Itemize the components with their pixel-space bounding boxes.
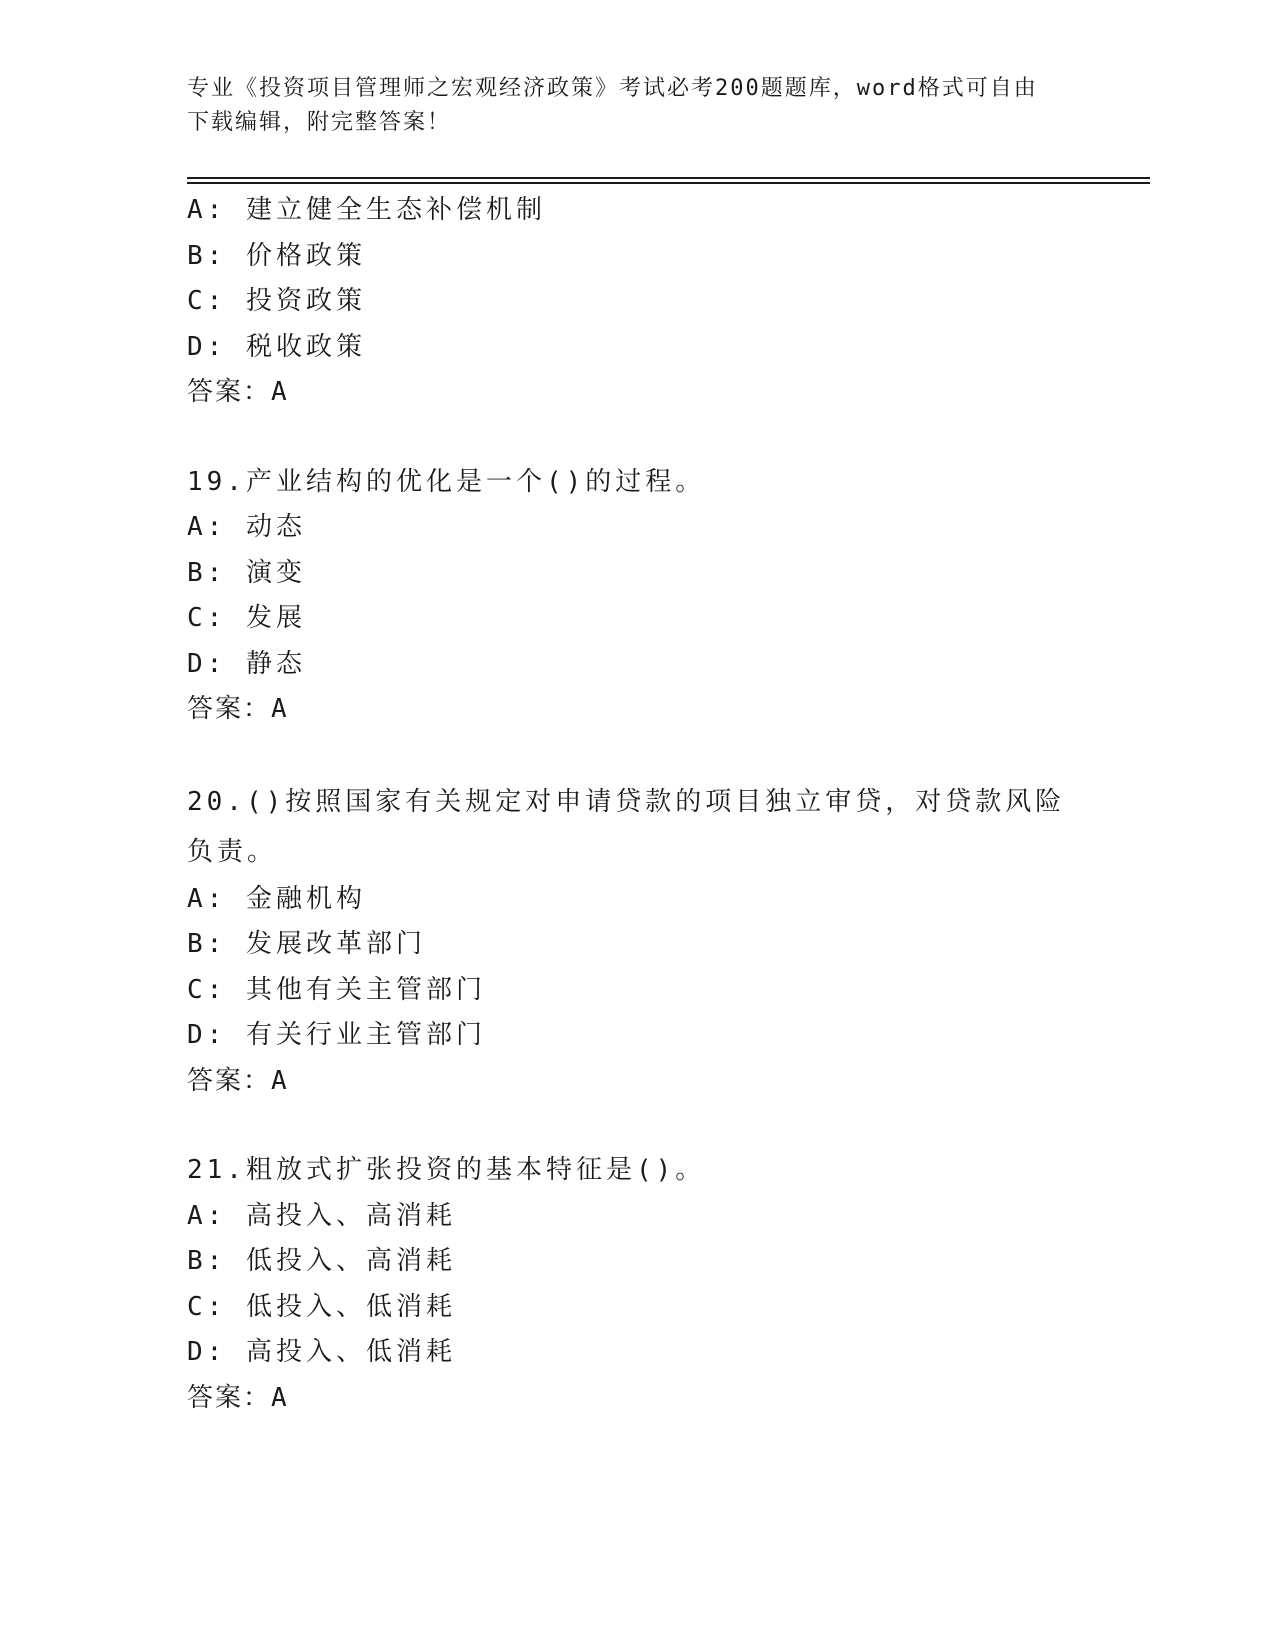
question-block: [187, 188, 1087, 416]
option-d: D: 税收政策: [187, 331, 366, 362]
block-spacer: [187, 1104, 1087, 1148]
header-divider-top: [187, 177, 1150, 179]
header-line-1: 专业《投资项目管理师之宏观经济政策》考试必考200题题库，word格式可自由: [187, 76, 1038, 101]
option-a: A: 动态: [187, 512, 306, 542]
option-d: D: 静态: [187, 648, 306, 679]
answer-line: 答案：A: [187, 377, 289, 407]
option-b: B: 低投入、高消耗: [187, 1246, 456, 1276]
block-spacer: [187, 733, 1087, 777]
document-header: [187, 72, 1087, 140]
question-text: 19.产业结构的优化是一个()的过程。: [187, 466, 706, 497]
header-line-2: 下载编辑，附完整答案！: [187, 110, 452, 135]
question-list: [187, 188, 1087, 1421]
option-d: D: 有关行业主管部门: [187, 1020, 486, 1050]
question-text: 20.()按照国家有关规定对申请贷款的项目独立审贷，对贷款风险负责。: [187, 786, 1066, 867]
question-block: [187, 777, 1087, 1105]
answer-line: 答案：A: [187, 1382, 289, 1413]
option-b: B: 价格政策: [187, 240, 366, 271]
option-c: C: 低投入、低消耗: [187, 1291, 456, 1322]
block-spacer: [187, 416, 1087, 460]
question-block: [187, 460, 1087, 733]
option-b: B: 演变: [187, 557, 306, 588]
option-c: C: 发展: [187, 603, 306, 633]
header-divider-bottom: [187, 182, 1150, 184]
answer-line: 答案：A: [187, 694, 289, 724]
option-b: B: 发展改革部门: [187, 929, 426, 959]
answer-line: 答案：A: [187, 1065, 289, 1096]
option-a: A: 建立健全生态补偿机制: [187, 195, 546, 225]
question-block: [187, 1148, 1087, 1421]
option-c: C: 投资政策: [187, 286, 366, 316]
option-d: D: 高投入、低消耗: [187, 1337, 456, 1367]
option-c: C: 其他有关主管部门: [187, 974, 486, 1005]
question-text: 21.粗放式扩张投资的基本特征是()。: [187, 1155, 706, 1185]
option-a: A: 金融机构: [187, 883, 366, 914]
option-a: A: 高投入、高消耗: [187, 1200, 456, 1231]
